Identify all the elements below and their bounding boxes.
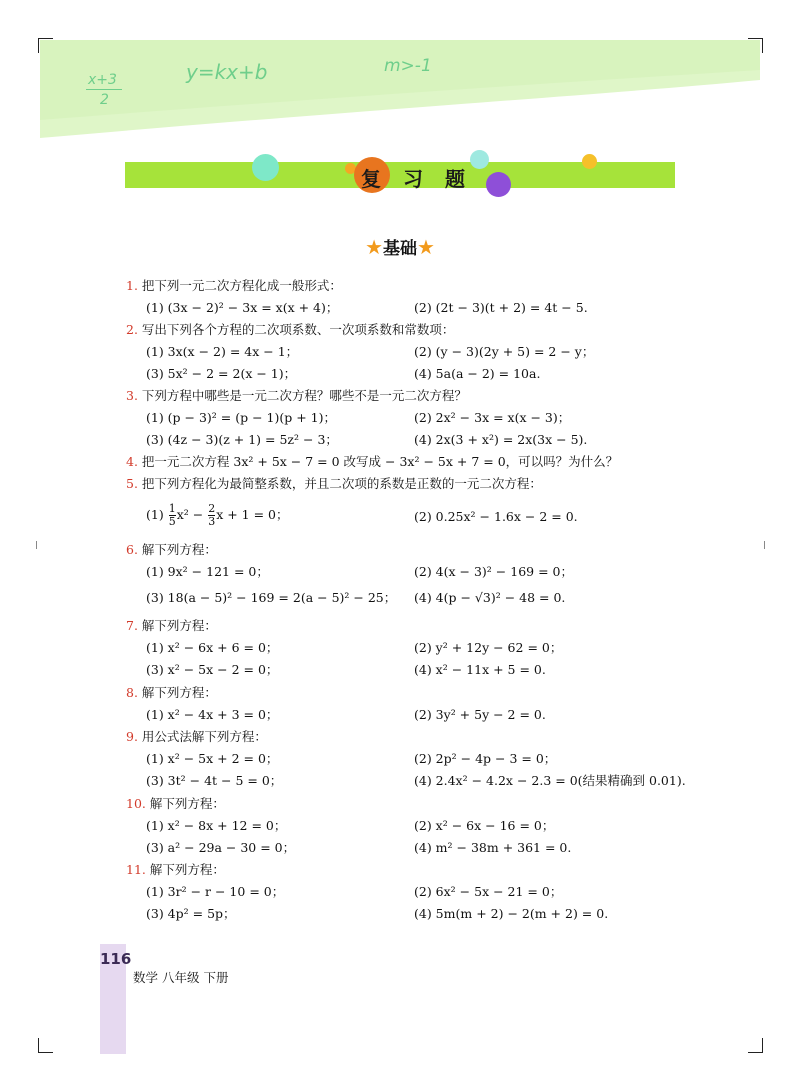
title-char-2: 习 xyxy=(403,167,423,191)
problem-part: (1) 9x² − 121 = 0； xyxy=(146,564,269,579)
edge-tick xyxy=(36,541,37,549)
problem-6 xyxy=(126,542,217,558)
banner-formula-numerator: x+3 xyxy=(88,72,117,88)
problem-8 xyxy=(126,685,217,701)
problem-part: (2) (2t − 3)(t + 2) = 4t − 5. xyxy=(414,300,588,315)
problem-part: (3) (4z − 3)(z + 1) = 5z² − 3； xyxy=(146,432,338,447)
problem-part: (4) 5a(a − 2) = 10a. xyxy=(414,366,541,381)
decor-circle xyxy=(582,154,597,169)
problem-part: (2) (y − 3)(2y + 5) = 2 − y； xyxy=(414,344,595,359)
problem-part: (2) 2p² − 4p − 3 = 0； xyxy=(414,751,557,766)
problem-number: 5. xyxy=(126,476,138,491)
problem-text: 解下列方程： xyxy=(149,862,225,877)
problem-part: (3) 5x² − 2 = 2(x − 1)； xyxy=(146,366,297,381)
problem-part: (2) 0.25x² − 1.6x − 2 = 0. xyxy=(414,509,578,524)
fraction: $\frac{2}{3}$ xyxy=(208,502,216,528)
problem-part: (4) 2.4x² − 4.2x − 2.3 = 0(结果精确到 0.01). xyxy=(414,773,686,788)
problem-number: 11. xyxy=(126,862,146,877)
problem-number: 4. xyxy=(126,454,138,469)
problem-text: 把下列方程化为最简整系数，并且二次项的系数是正数的一元二次方程： xyxy=(141,476,542,491)
problem-number: 3. xyxy=(126,388,138,403)
star-icon: ★ xyxy=(365,235,383,259)
banner-formula-denominator: 2 xyxy=(100,92,109,108)
banner-fraction-bar xyxy=(86,89,122,90)
problem-text: 把一元二次方程 3x² + 5x − 7 = 0 改写成 − 3x² − 5x + 7 = 0，可以吗？为什么？ xyxy=(141,454,619,469)
problem-part: (2) 4(x − 3)² − 169 = 0； xyxy=(414,564,573,579)
problem-part: (3) 3t² − 4t − 5 = 0； xyxy=(146,773,283,788)
problem-part: (4) 5m(m + 2) − 2(m + 2) = 0. xyxy=(414,906,609,921)
problem-number: 9. xyxy=(126,729,138,744)
problem-part: (3) a² − 29a − 30 = 0； xyxy=(146,840,296,855)
problem-text: 把下列一元二次方程化成一般形式： xyxy=(141,278,342,293)
problem-part: (3) 18(a − 5)² − 169 = 2(a − 5)² − 25； xyxy=(146,590,397,605)
banner-formula-linear: y=kx+b xyxy=(186,60,268,84)
problem-text: 解下列方程： xyxy=(141,618,217,633)
problem-part: (1) x² − 6x + 6 = 0； xyxy=(146,640,279,655)
problem-3 xyxy=(126,388,467,404)
crop-mark-bottom-right xyxy=(748,1038,763,1053)
problem-part: (4) 2x(3 + x²) = 2x(3x − 5). xyxy=(414,432,588,447)
problem-1 xyxy=(126,278,342,294)
decor-circle xyxy=(252,154,279,181)
section-label: 基础 xyxy=(383,239,417,259)
problem-part: (4) 4(p − √3)² − 48 = 0. xyxy=(414,590,566,605)
problem-9 xyxy=(126,729,267,745)
problem-number: 6. xyxy=(126,542,138,557)
problem-part: (1) x² − 5x + 2 = 0； xyxy=(146,751,279,766)
problem-11 xyxy=(126,862,225,878)
problem-10 xyxy=(126,796,225,812)
decor-circle xyxy=(470,150,489,169)
star-icon: ★ xyxy=(417,235,435,259)
problem-2 xyxy=(126,322,454,338)
problem-number: 2. xyxy=(126,322,138,337)
problem-number: 10. xyxy=(126,796,146,811)
decor-circle xyxy=(486,172,511,197)
problem-number: 7. xyxy=(126,618,138,633)
problem-part: (2) 3y² + 5y − 2 = 0. xyxy=(414,707,546,722)
problem-text: 解下列方程： xyxy=(141,542,217,557)
problem-part: (1) 3r² − r − 10 = 0； xyxy=(146,884,285,899)
book-title: 数学 八年级 下册 xyxy=(133,970,229,985)
problem-part: (2) 6x² − 5x − 21 = 0； xyxy=(414,884,563,899)
crop-mark-bottom-left xyxy=(38,1038,53,1053)
problem-number: 8. xyxy=(126,685,138,700)
problem-part: (1) $\frac{1}{5}$ x² − $\frac{2}{3}$ x + 1 = 0； xyxy=(146,502,289,528)
problem-part: (2) 2x² − 3x = x(x − 3)； xyxy=(414,410,571,425)
edge-tick xyxy=(764,541,765,549)
problem-number: 1. xyxy=(126,278,138,293)
problem-part: (3) 4p² = 5p； xyxy=(146,906,236,921)
problem-text: 下列方程中哪些是一元二次方程？哪些不是一元二次方程？ xyxy=(141,388,467,403)
problem-4 xyxy=(126,454,618,470)
problem-text: 解下列方程： xyxy=(141,685,217,700)
title-char-3: 题 xyxy=(445,167,465,191)
problem-text: 用公式法解下列方程： xyxy=(141,729,267,744)
problem-part: (1) x² − 4x + 3 = 0； xyxy=(146,707,279,722)
problem-part: (1) (3x − 2)² − 3x = x(x + 4)； xyxy=(146,300,339,315)
problem-5 xyxy=(126,476,542,492)
title-char-1: 复 xyxy=(361,167,381,191)
banner-formula-inequality: m>-1 xyxy=(384,56,432,76)
problem-text: 解下列方程： xyxy=(149,796,225,811)
problem-part: (3) x² − 5x − 2 = 0； xyxy=(146,662,279,677)
problem-7 xyxy=(126,618,217,634)
problem-part: (2) x² − 6x − 16 = 0； xyxy=(414,818,555,833)
problem-part: (1) x² − 8x + 12 = 0； xyxy=(146,818,287,833)
section-heading xyxy=(0,234,800,259)
page-number: 116 xyxy=(100,950,132,968)
problem-text: 写出下列各个方程的二次项系数、一次项系数和常数项： xyxy=(141,322,455,337)
problem-part: (4) x² − 11x + 5 = 0. xyxy=(414,662,546,677)
problem-part: (4) m² − 38m + 361 = 0. xyxy=(414,840,572,855)
problem-part: (1) (p − 3)² = (p − 1)(p + 1)； xyxy=(146,410,336,425)
fraction: $\frac{1}{5}$ xyxy=(168,502,176,528)
problem-part: (2) y² + 12y − 62 = 0； xyxy=(414,640,563,655)
problem-part: (1) 3x(x − 2) = 4x − 1； xyxy=(146,344,299,359)
